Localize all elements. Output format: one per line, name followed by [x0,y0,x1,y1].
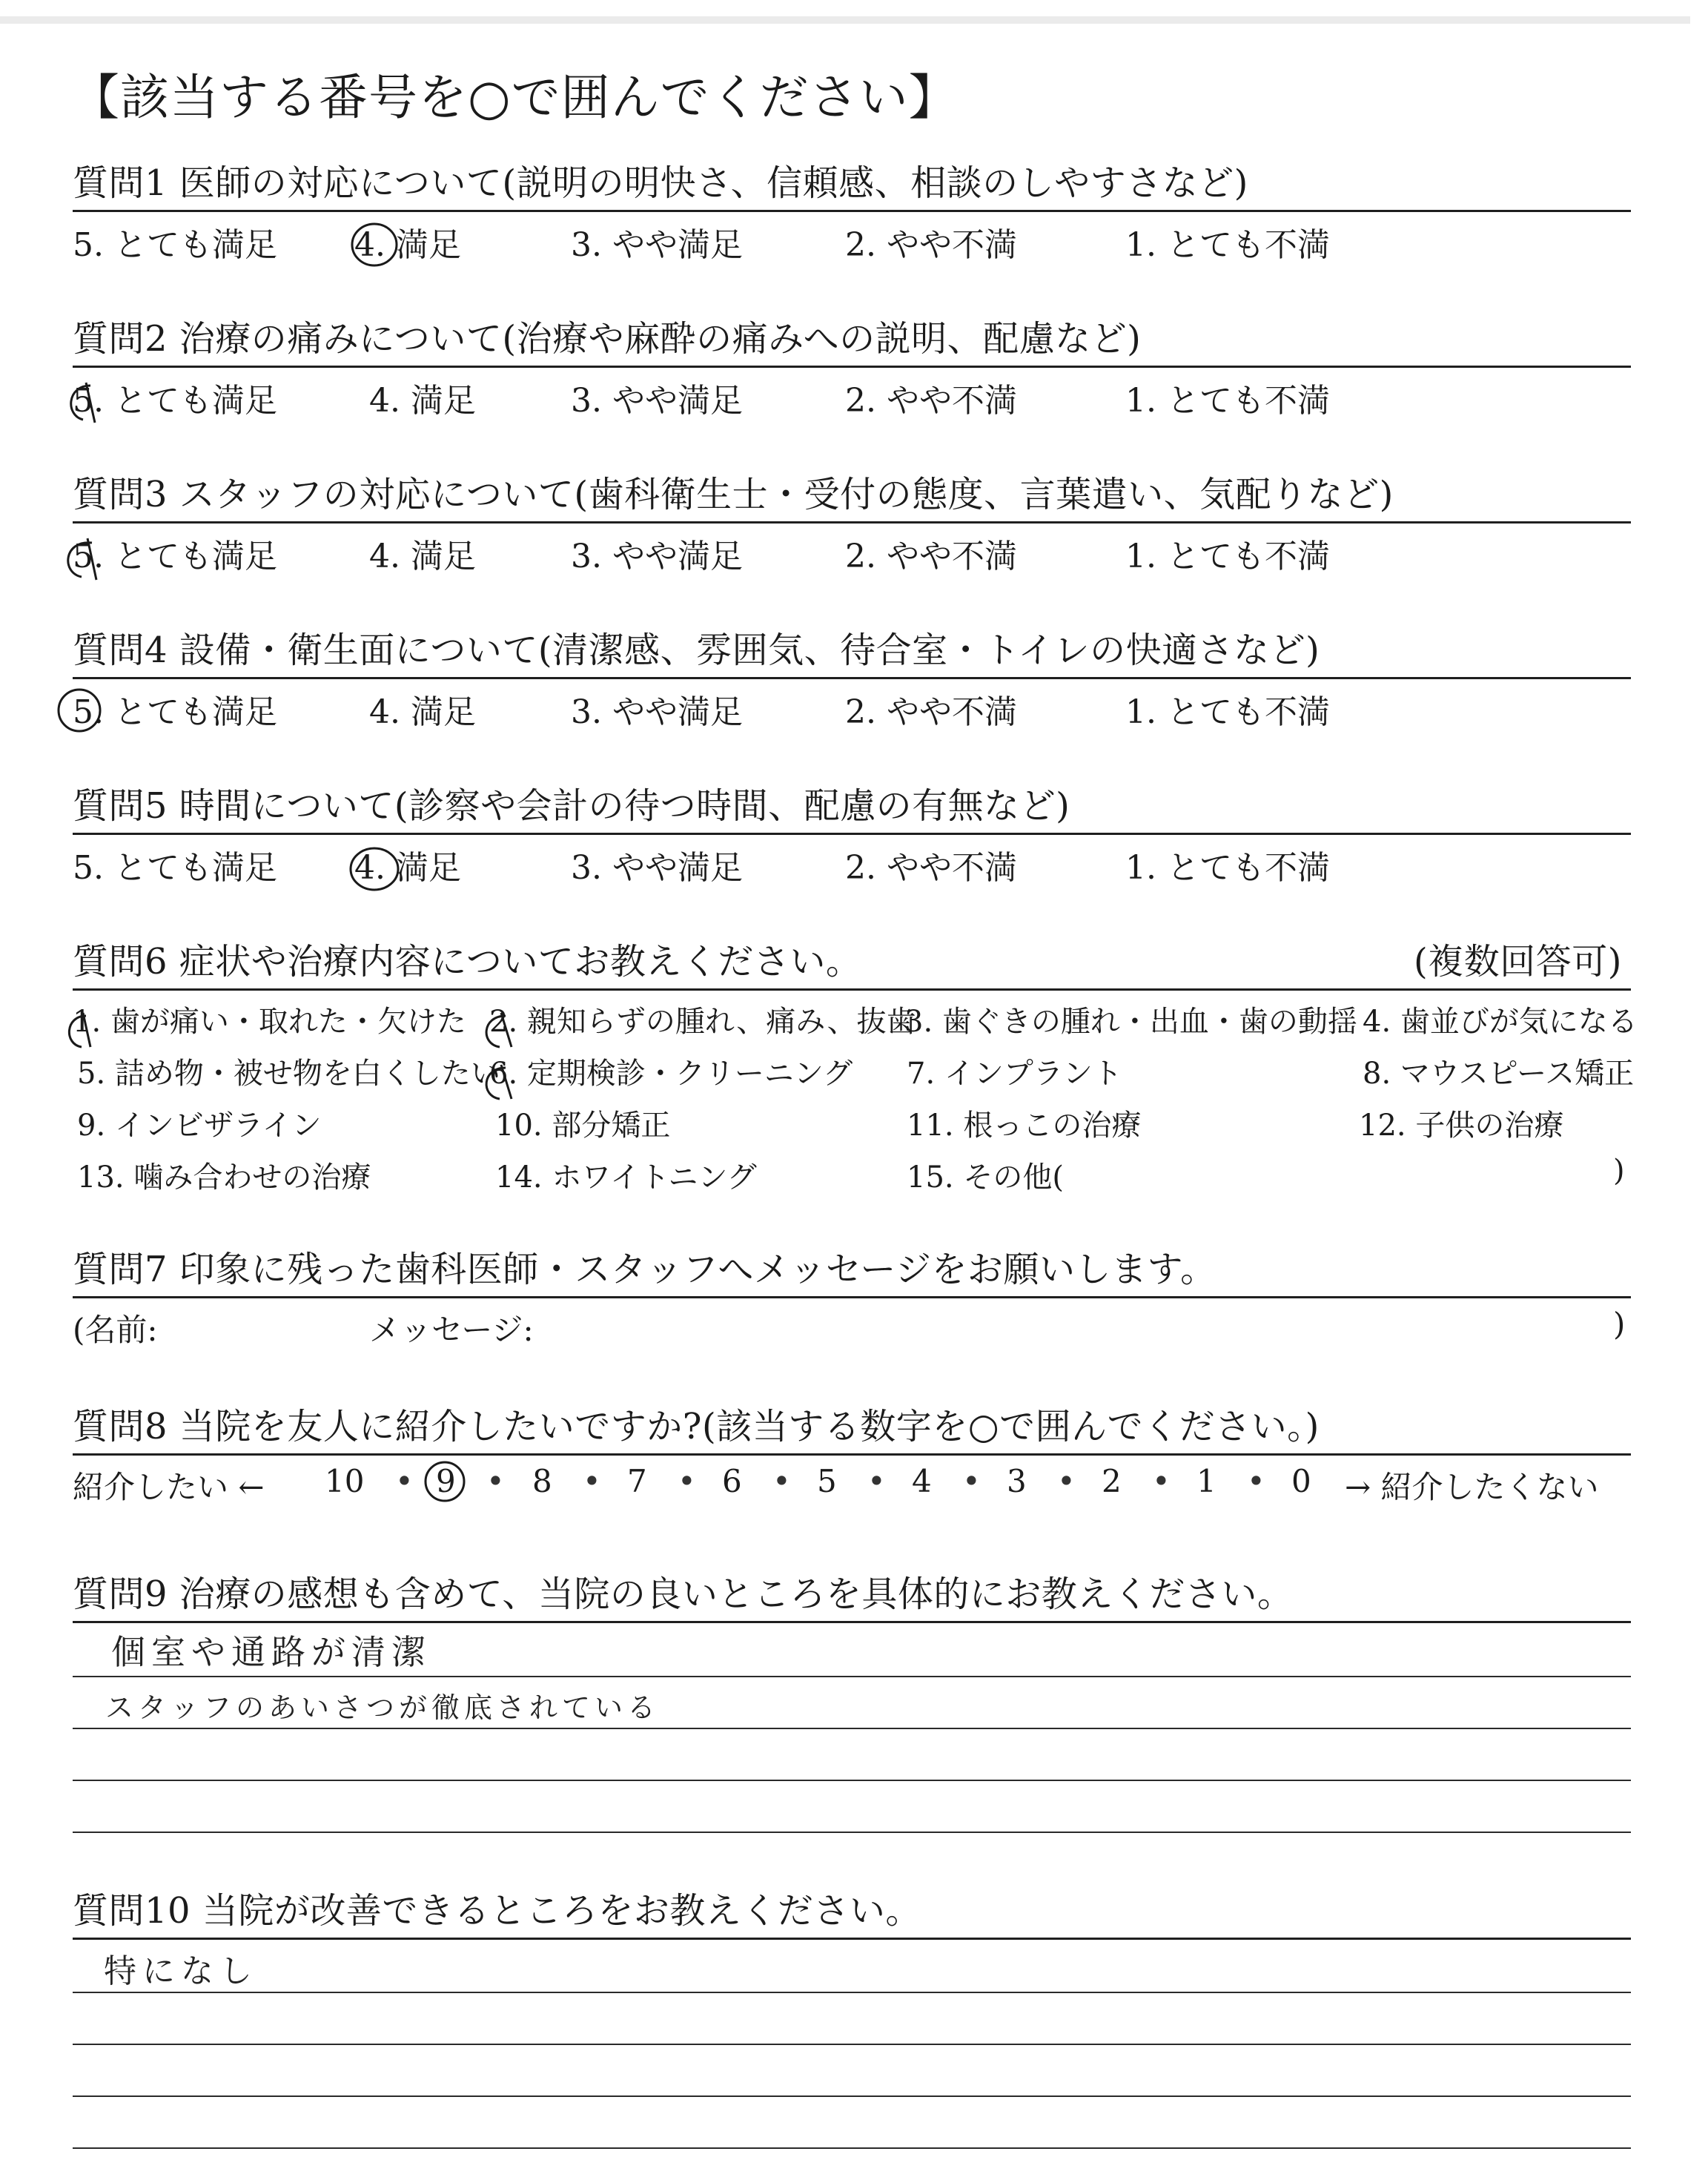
question-4-title: 質問4 設備・衛生面について(清潔感、雰囲気、待合室・トイレの快適さなど) [73,630,1320,671]
q5-option-4[interactable]: 4. 満足 [354,849,461,887]
q5-option-1[interactable]: 1. とても不満 [1125,849,1330,887]
question-4 [73,627,1631,730]
question-10 [73,1887,1631,1940]
q8-scale-7[interactable]: 7 [627,1463,647,1499]
q4-option-2[interactable]: 2. やや不満 [845,693,1017,731]
q8-scale-10[interactable]: 10 [325,1463,365,1499]
q3-option-3[interactable]: 3. やや満足 [571,538,743,575]
q8-scale-4[interactable]: 4 [912,1463,932,1499]
q2-option-3[interactable]: 3. やや満足 [571,382,743,420]
q8-scale-2[interactable]: 2 [1102,1463,1122,1499]
q6-option-9[interactable]: 9. インビザライン [77,1109,322,1143]
q7-message-label: メッセージ: [369,1312,534,1348]
q7-close-paren: ) [1613,1306,1626,1342]
q9-writing-line [73,1780,1631,1781]
question-2-options [73,374,1631,418]
q3-option-5[interactable]: 5. とても満足 [73,538,277,575]
q6-option-2[interactable]: 2. 親知らずの腫れ、痛み、抜歯 [489,1005,916,1039]
question-8-rule [73,1453,1631,1456]
question-2 [73,315,1631,418]
question-6-options [73,998,1638,1213]
q4-option-1[interactable]: 1. とても不満 [1125,693,1330,731]
question-8-scale [73,1463,1631,1507]
q2-option-2[interactable]: 2. やや不満 [845,382,1017,420]
question-3 [73,471,1631,574]
question-5-rule [73,833,1631,835]
question-6-title [73,938,1631,985]
q10-writing-line [73,1992,1631,1993]
q8-separator: • [867,1463,886,1499]
question-9-rule [73,1621,1631,1623]
question-8 [73,1403,1631,1507]
q1-option-2[interactable]: 2. やや不満 [845,226,1017,264]
question-10-rule [73,1938,1631,1940]
question-7 [73,1246,1631,1350]
question-1-title: 質問1 医師の対応について(説明の明快さ、信頼感、相談のしやすさなど) [73,162,1248,204]
question-1-options [73,218,1631,262]
question-1 [73,159,1631,262]
q6-option-4[interactable]: 4. 歯並びが気になる [1363,1005,1638,1039]
q3-option-2[interactable]: 2. やや不満 [845,538,1017,575]
question-9-title: 質問9 治療の感想も含めて、当院の良いところを具体的にお教えください。 [73,1573,1294,1615]
q6-option-13[interactable]: 13. 噛み合わせの治療 [77,1160,371,1195]
q4-option-3[interactable]: 3. やや満足 [571,693,743,731]
question-4-options [73,685,1631,730]
q8-scale-8[interactable]: 8 [532,1463,552,1499]
question-6 [73,938,1638,1213]
question-4-rule [73,677,1631,679]
question-5-options [73,841,1631,885]
q8-separator: • [1247,1463,1265,1499]
question-5 [73,782,1631,885]
q4-option-5[interactable]: 5. とても満足 [73,693,277,731]
question-7-fields [73,1306,1631,1350]
q8-separator: • [962,1463,981,1499]
q8-scale-1[interactable]: 1 [1196,1463,1217,1499]
form-heading: 【該当する番号を○で囲んでください】 [70,69,959,126]
q8-separator: • [772,1463,791,1499]
q7-name-label: (名前: [73,1312,158,1348]
q1-option-3[interactable]: 3. やや満足 [571,226,743,264]
q1-option-4[interactable]: 4. 満足 [354,226,461,264]
q10-writing-line [73,2147,1631,2149]
q8-scale-9[interactable]: 9 [436,1463,456,1499]
q6-option-3[interactable]: 3. 歯ぐきの腫れ・出血・歯の動揺 [904,1005,1357,1039]
q9-handwritten-answer-1[interactable]: 個室や通路が清潔 [111,1632,431,1672]
q1-option-1[interactable]: 1. とても不満 [1125,226,1330,264]
question-7-title: 質問7 印象に残った歯科医師・スタッフへメッセージをお願いします。 [73,1249,1217,1290]
q10-handwritten-answer[interactable]: 特になし [104,1952,258,1990]
question-6-multiple-note: (複数回答可) [1414,941,1622,982]
q8-scale-0[interactable]: 0 [1291,1463,1311,1499]
q8-scale-5[interactable]: 5 [817,1463,837,1499]
question-3-options [73,529,1631,574]
question-9 [73,1571,1631,1623]
q8-separator: • [678,1463,696,1499]
q3-option-4[interactable]: 4. 満足 [369,538,476,575]
q5-option-2[interactable]: 2. やや不満 [845,849,1017,887]
q6-option-5[interactable]: 5. 詰め物・被せ物を白くしたい [77,1057,500,1091]
q2-option-1[interactable]: 1. とても不満 [1125,382,1330,420]
question-6-rule [73,988,1631,991]
question-2-title: 質問2 治療の痛みについて(治療や麻酔の痛みへの説明、配慮など) [73,318,1142,360]
q10-writing-line [73,2044,1631,2045]
q8-separator: • [395,1463,414,1499]
q6-option-7[interactable]: 7. インプラント [907,1057,1122,1091]
q1-option-5[interactable]: 5. とても満足 [73,226,277,264]
q8-separator: • [486,1463,505,1499]
q6-option-11[interactable]: 11. 根っこの治療 [907,1109,1142,1143]
question-6-title-text: 質問6 症状や治療内容についてお教えください。 [73,941,862,982]
q2-option-4[interactable]: 4. 満足 [369,382,476,420]
q6-option-15[interactable]: 15. その他( [907,1160,1064,1195]
question-1-rule [73,210,1631,212]
q5-option-3[interactable]: 3. やや満足 [571,849,743,887]
q6-option-12[interactable]: 12. 子供の治療 [1359,1109,1564,1143]
q8-scale-3[interactable]: 3 [1007,1463,1027,1499]
question-7-rule [73,1296,1631,1298]
q9-writing-line [73,1676,1631,1677]
q2-option-5[interactable]: 5. とても満足 [73,382,277,420]
q9-writing-line [73,1728,1631,1729]
q8-left-label: 紹介したい ← [73,1469,265,1505]
q8-separator: • [583,1463,601,1499]
question-3-rule [73,521,1631,524]
q6-option-15-close: ) [1613,1154,1625,1188]
q4-option-4[interactable]: 4. 満足 [369,693,476,731]
q10-writing-line [73,2095,1631,2097]
question-8-title: 質問8 当院を友人に紹介したいですか?(該当する数字を○で囲んでください。) [73,1406,1320,1447]
q5-option-5[interactable]: 5. とても満足 [73,849,277,887]
q3-option-1[interactable]: 1. とても不満 [1125,538,1330,575]
q8-separator: • [1057,1463,1076,1499]
q9-handwritten-answer-2[interactable]: スタッフのあいさつが徹底されている [105,1691,661,1724]
q8-scale-6[interactable]: 6 [722,1463,742,1499]
q9-writing-line [73,1832,1631,1833]
q6-option-6[interactable]: 6. 定期検診・クリーニング [489,1057,853,1091]
q8-right-label: → 紹介したくない [1345,1469,1599,1505]
scan-top-edge [0,16,1690,24]
q6-option-10[interactable]: 10. 部分矯正 [495,1109,671,1143]
question-5-title: 質問5 時間について(診察や会計の待つ時間、配慮の有無など) [73,785,1070,827]
question-3-title: 質問3 スタッフの対応について(歯科衛生士・受付の態度、言葉遣い、気配りなど) [73,474,1394,515]
q6-option-8[interactable]: 8. マウスピース矯正 [1363,1057,1635,1091]
q8-separator: • [1152,1463,1171,1499]
question-10-title: 質問10 当院が改善できるところをお教えください。 [73,1890,921,1932]
question-2-rule [73,366,1631,368]
q6-option-14[interactable]: 14. ホワイトニング [495,1160,757,1195]
q6-option-1[interactable]: 1. 歯が痛い・取れた・欠けた [73,1005,466,1039]
